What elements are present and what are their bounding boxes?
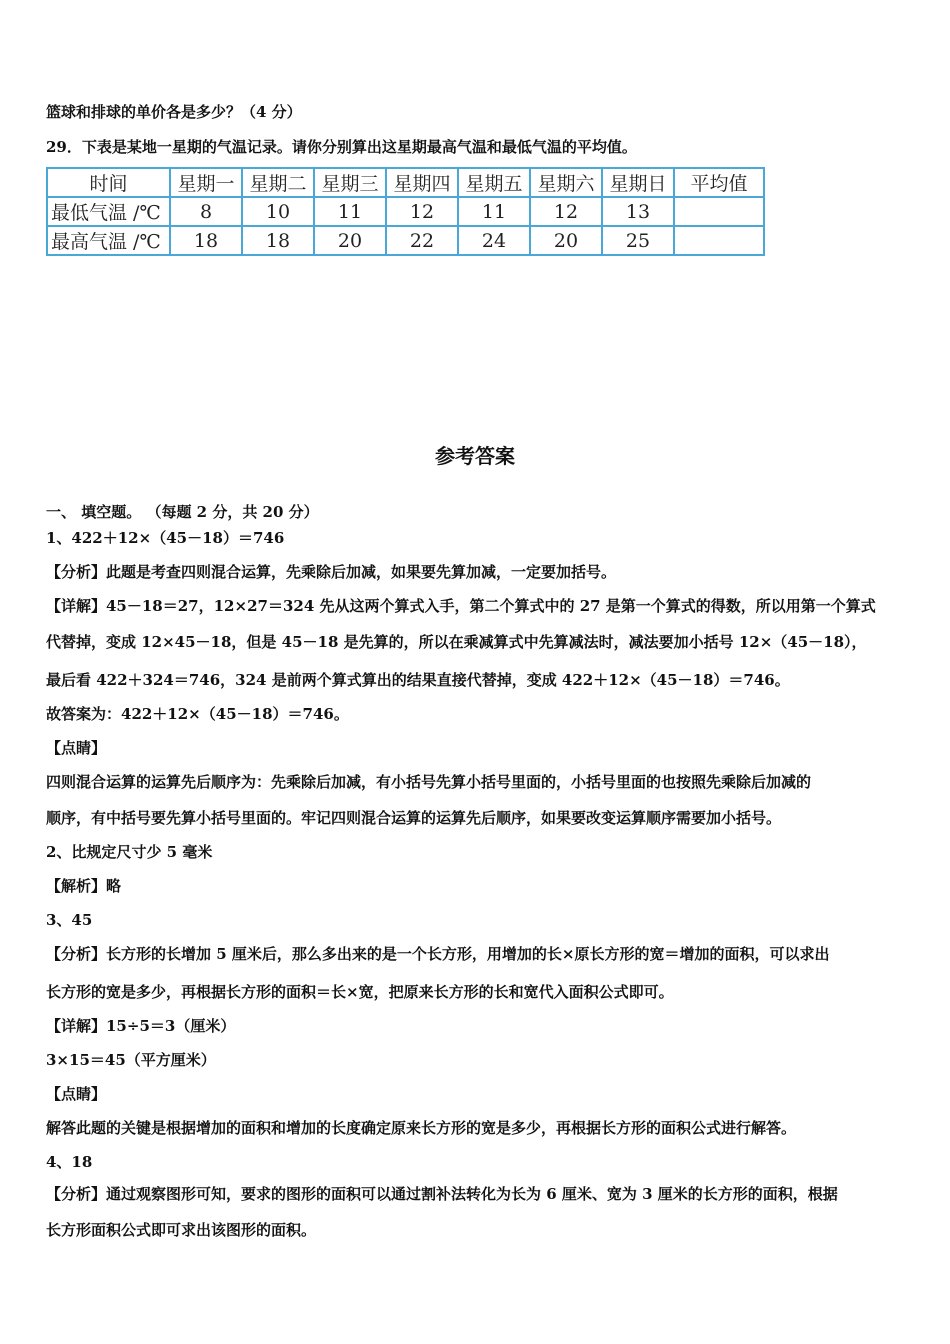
table-cell: 11	[314, 197, 386, 226]
question-29: 29．下表是某地一星期的气温记录。请你分别算出这星期最高气温和最低气温的平均值。	[46, 138, 637, 156]
answer-line: 最后看 422＋324＝746，324 是前两个算式算出的结果直接代替掉，变成 422＋12×（45－18）＝746。	[46, 671, 790, 689]
answer-line: 3、45	[46, 911, 93, 929]
table-cell: 18	[242, 226, 314, 255]
answer-line: 3×15＝45（平方厘米）	[46, 1051, 216, 1069]
table-cell: 20	[530, 226, 602, 255]
table-cell: 22	[386, 226, 458, 255]
table-cell: 最高气温 /℃	[47, 226, 170, 255]
section-heading: 一、 填空题。 （每题 2 分，共 20 分）	[46, 503, 319, 521]
answer-line: 【解析】略	[46, 877, 122, 895]
answer-line: 【详解】45－18＝27，12×27＝324 先从这两个算式入手，第二个算式中的 27 是第一个算式的得数，所以用第一个算式	[46, 597, 876, 615]
answer-line: 解答此题的关键是根据增加的面积和增加的长度确定原来长方形的宽是多少，再根据长方形的面积公式进行解答。	[46, 1119, 797, 1137]
table-cell: 11	[458, 197, 530, 226]
table-header-cell: 时间	[47, 168, 170, 197]
answer-line: 顺序，有中括号要先算小括号里面的。牢记四则混合运算的运算先后顺序，如果要改变运算顺序需要加小括号。	[46, 809, 782, 827]
answer-line: 【详解】15÷5＝3（厘米）	[46, 1017, 236, 1035]
table-row	[47, 226, 764, 255]
table-header-cell: 星期二	[242, 168, 314, 197]
table-cell: 12	[530, 197, 602, 226]
table-cell: 24	[458, 226, 530, 255]
table-cell: 最低气温 /℃	[47, 197, 170, 226]
table-cell	[674, 197, 764, 226]
answer-line: 四则混合运算的运算先后顺序为：先乘除后加减，有小括号先算小括号里面的，小括号里面的也按照先乘除后加减的	[46, 773, 812, 791]
answer-line: 2、比规定尺寸少 5 毫米	[46, 843, 213, 861]
answer-line: 故答案为：422＋12×（45－18）＝746。	[46, 705, 349, 723]
table-header-row	[47, 168, 764, 197]
answer-line: 代替掉，变成 12×45－18，但是 45－18 是先算的，所以在乘减算式中先算减法时，减法要加小括号 12×（45－18），	[46, 633, 867, 651]
table-cell: 12	[386, 197, 458, 226]
table-header-cell: 平均值	[674, 168, 764, 197]
table-row	[47, 197, 764, 226]
table-header-cell: 星期六	[530, 168, 602, 197]
answer-line: 1、422＋12×（45－18）＝746	[46, 529, 285, 547]
answer-line: 长方形的宽是多少，再根据长方形的面积＝长×宽，把原来长方形的长和宽代入面积公式即可。	[46, 983, 674, 1001]
table-header-cell: 星期四	[386, 168, 458, 197]
answer-line: 【点睛】	[46, 739, 107, 757]
question-28-tail: 篮球和排球的单价各是多少？（4 分）	[46, 103, 302, 121]
answer-line: 4、18	[46, 1153, 93, 1171]
answer-line: 长方形面积公式即可求出该图形的面积。	[46, 1221, 317, 1239]
answer-line: 【分析】长方形的长增加 5 厘米后，那么多出来的是一个长方形，用增加的长×原长方形的宽＝增加的面积，可以求出	[46, 945, 830, 963]
table-cell: 13	[602, 197, 674, 226]
table-cell: 8	[170, 197, 242, 226]
table-cell: 25	[602, 226, 674, 255]
table-cell	[674, 226, 764, 255]
table-cell: 18	[170, 226, 242, 255]
table-header-cell: 星期一	[170, 168, 242, 197]
table-header-cell: 星期日	[602, 168, 674, 197]
temperature-table	[46, 167, 765, 256]
table-header-cell: 星期三	[314, 168, 386, 197]
answer-line: 【分析】此题是考查四则混合运算，先乘除后加减，如果要先算加减，一定要加括号。	[46, 563, 617, 581]
table-header-cell: 星期五	[458, 168, 530, 197]
answer-line: 【点睛】	[46, 1085, 107, 1103]
answer-title: 参考答案	[435, 444, 515, 468]
table-cell: 10	[242, 197, 314, 226]
answer-line: 【分析】通过观察图形可知，要求的图形的面积可以通过割补法转化为长为 6 厘米、宽为 3 厘米的长方形的面积，根据	[46, 1185, 838, 1203]
table-cell: 20	[314, 226, 386, 255]
